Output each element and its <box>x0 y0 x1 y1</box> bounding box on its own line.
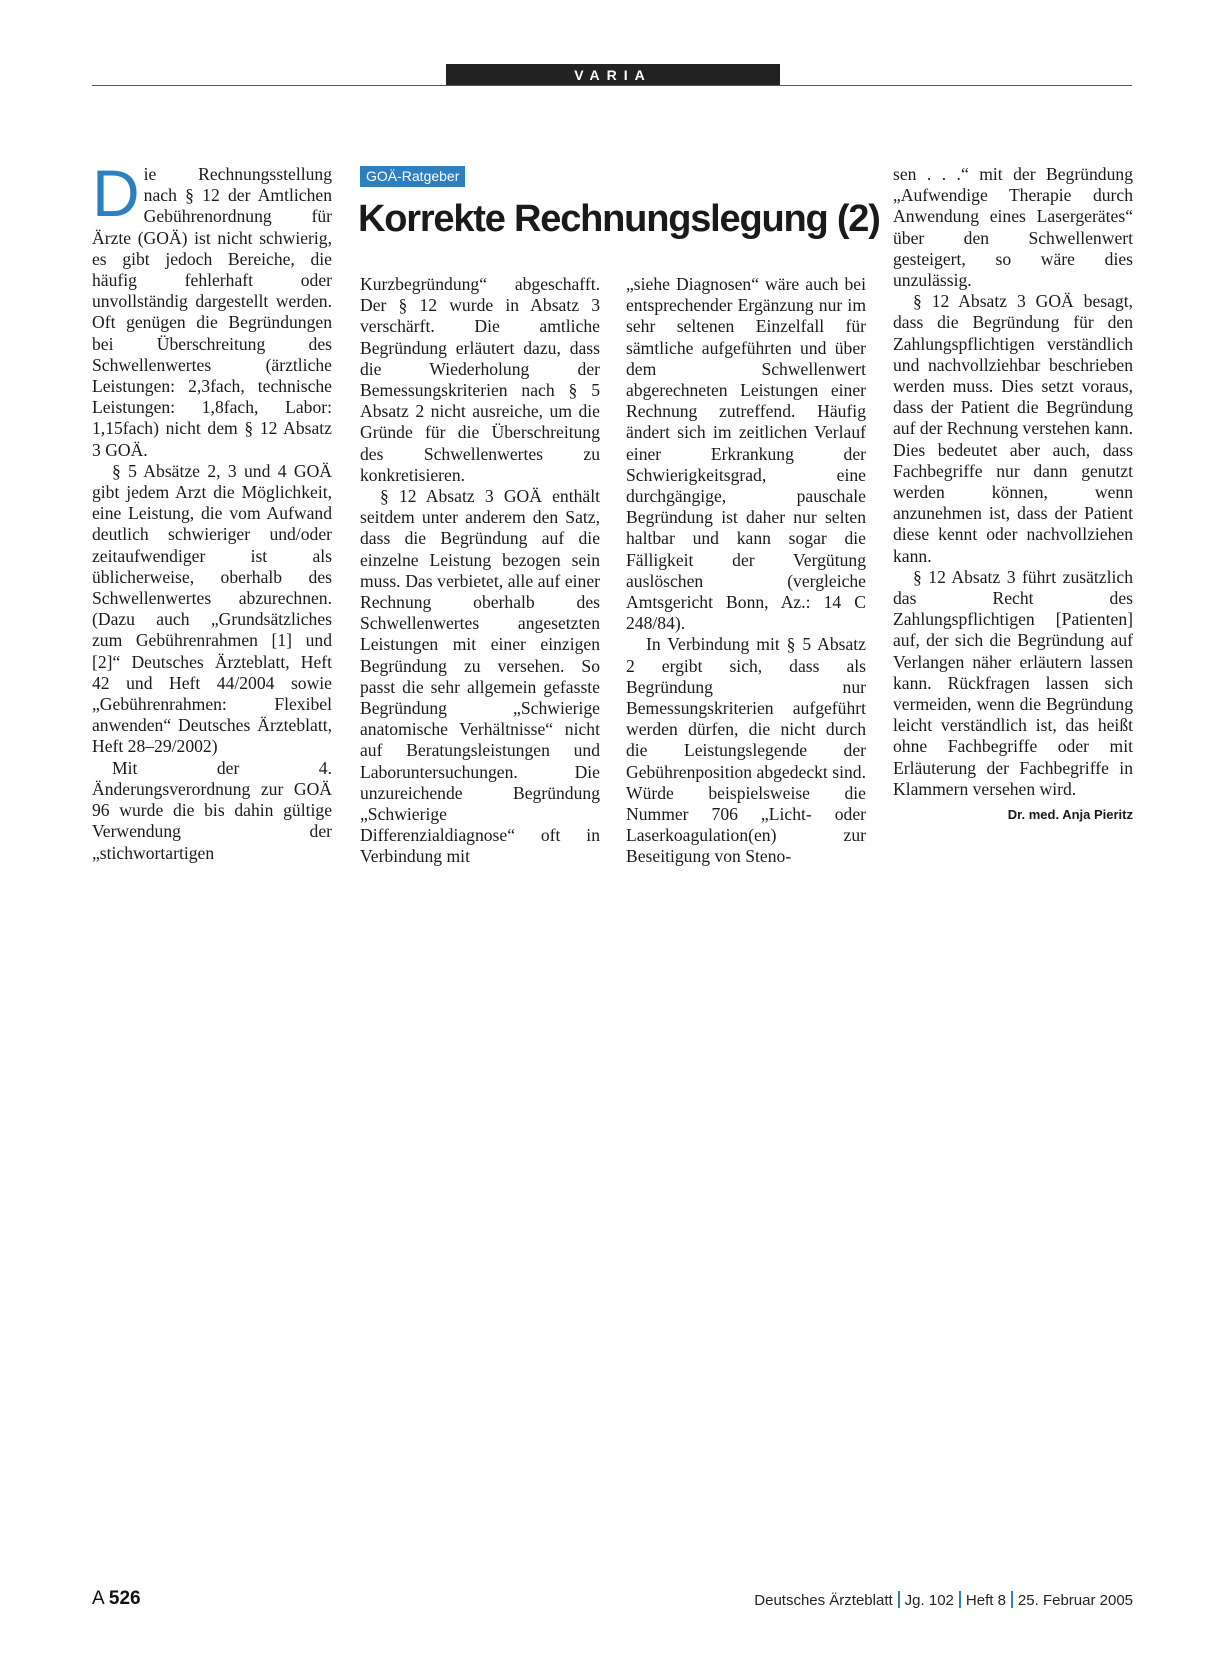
journal-footer <box>754 1591 1133 1609</box>
paragraph: In Verbindung mit § 5 Absatz 2 ergibt sich, dass als Begründung nur Bemessungskriterien aufgeführt werden dürfen, die nicht durch die Leistungslegende der Gebührenposition abgedeckt sind. Würde beispielsweise die Nummer 706 „Licht- oder Laserkoagulation(en) zur Beseitigung von Steno- <box>626 634 866 867</box>
separator <box>898 1591 900 1608</box>
paragraph: § 12 Absatz 3 GOÄ besagt, dass die Begründung für den Zahlungspflichtigen verständlich und nachvollziehbar beschrieben werden muss. Dies setzt voraus, dass der Patient die Begründung auf der Rechnung verstehen kann. Dies bedeutet aber auch, dass Fachbegriffe nur dann genutzt werden können, wenn anzunehmen ist, dass der Patient diese kennt oder nachvollziehen kann. <box>893 291 1133 566</box>
article-kicker: GOÄ-Ratgeber <box>360 166 465 187</box>
article-column-2 <box>360 274 600 868</box>
page-number-value: 526 <box>108 1588 141 1609</box>
page-number <box>92 1588 141 1610</box>
article-title: Korrekte Rechnungslegung (2) <box>358 198 880 240</box>
section-header: VARIA <box>446 64 780 86</box>
article-column-1 <box>92 156 332 864</box>
journal-issue: Heft 8 <box>965 1592 1006 1609</box>
paragraph: Mit der 4. Änderungsverordnung zur GOÄ 96 wurde die bis dahin gültige Verwendung der „stichwortartigen <box>92 757 332 863</box>
page-prefix: A <box>92 1588 104 1609</box>
dropcap: D <box>92 156 140 230</box>
separator <box>959 1591 961 1608</box>
paragraph: § 12 Absatz 3 GOÄ enthält seitdem unter anderem den Satz, dass die Begründung auf die einzelne Leistung bezogen sein muss. Das verbietet, alle auf einer Rechnung oberhalb des Schwellenwertes angesetzten Leistungen mit einer einzigen Begründung zu versehen. So passt die sehr allgemein gefasste Begründung „Schwierige anatomische Verhältnisse“ nicht auf Beratungsleistungen und Laboruntersuchungen. Die unzureichende Begründung „Schwierige Differenzialdiagnose“ oft in Verbindung mit <box>360 486 600 867</box>
paragraph: sen . . .“ mit der Begründung „Aufwendige Therapie durch Anwendung eines Lasergerätes“ über den Schwellenwert gesteigert, so wäre dies unzulässig. <box>893 164 1133 291</box>
separator <box>1011 1591 1013 1608</box>
paragraph: § 12 Absatz 3 führt zusätzlich das Recht des Zahlungspflichtigen [Patienten] auf, der sich die Begründung auf Verlangen näher erläutern lassen kann. Rückfragen lassen sich vermeiden, wenn die Begründung leicht verständlich ist, das heißt ohne Fachbegriffe oder mit Erläuterung der Fachbegriffe in Klammern versehen wird. <box>893 566 1133 799</box>
paragraph <box>92 156 332 461</box>
paragraph-text: ie Rechnungsstellung nach § 12 der Amtlichen Gebührenordnung für Ärzte (GOÄ) ist nicht schwierig, es gibt jedoch Bereiche, die häufig fehlerhaft oder unvollständig dargestellt werden. Oft genügen die Begründungen bei Überschreitung des Schwellenwertes (ärztliche Leistungen: 2,3fach, technische Leistungen: 1,8fach, Labor: 1,15fach) nicht dem § 12 Absatz 3 GOÄ. <box>92 164 332 460</box>
paragraph: „siehe Diagnosen“ wäre auch bei entsprechender Ergänzung nur im sehr seltenen Einzelfall für sämtliche aufgeführten und über dem Schwellenwert abgerechneten Leistungen einer Rechnung zutreffend. Häufig ändert sich im zeitlichen Verlauf einer Erkrankung der Schwierigkeitsgrad, eine durchgängige, pauschale Begründung ist daher nur selten haltbar und kann sogar die Fälligkeit der Vergütung auslöschen (vergleiche Amtsgericht Bonn, Az.: 14 C 248/84). <box>626 274 866 634</box>
paragraph: Kurzbegründung“ abgeschafft. Der § 12 wurde in Absatz 3 verschärft. Die amtliche Begründung erläutert dazu, dass die Wiederholung der Bemessungskriterien nach § 5 Absatz 2 nicht ausreiche, um die Gründe für die Überschreitung des Schwellenwertes zu konkretisieren. <box>360 274 600 485</box>
journal-volume: Jg. 102 <box>904 1592 954 1609</box>
article-column-3 <box>626 274 866 868</box>
article-column-4 <box>893 164 1133 825</box>
journal-name: Deutsches Ärzteblatt <box>754 1592 893 1609</box>
author-byline: Dr. med. Anja Pieritz <box>1007 807 1133 823</box>
paragraph: § 5 Absätze 2, 3 und 4 GOÄ gibt jedem Arzt die Möglichkeit, eine Leistung, die vom Aufwand deutlich schwieriger und/oder zeitaufwendiger ist als üblicherweise, oberhalb des Schwellenwertes abzurechnen. (Dazu auch „Grundsätzliches zum Gebührenrahmen [1] und [2]“ Deutsches Ärzteblatt, Heft 42 und Heft 44/2004 sowie „Gebührenrahmen: Flexibel anwenden“ Deutsches Ärzteblatt, Heft 28–29/2002) <box>92 460 332 757</box>
journal-date: 25. Februar 2005 <box>1017 1592 1133 1609</box>
header-rule <box>92 85 1132 86</box>
